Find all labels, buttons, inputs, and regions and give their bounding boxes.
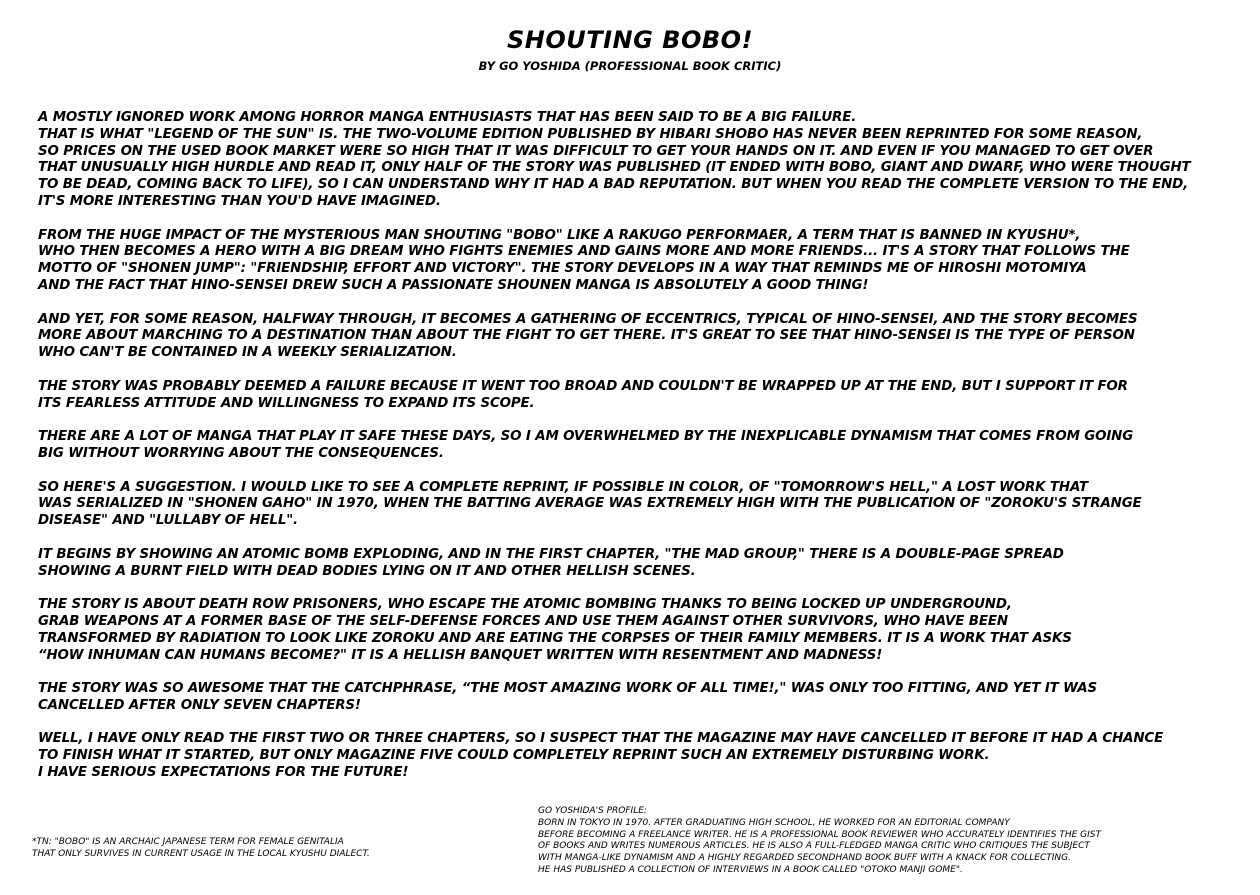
text-line: SHOWING A BURNT FIELD WITH DEAD BODIES LYING ON IT AND OTHER HELLISH SCENES. [38,563,696,579]
profile-line: WITH MANGA-LIKE DYNAMISM AND A HIGHLY REGARDED SECONDHAND BOOK BUFF WITH A KNACK FOR COLLECTING. [538,853,1071,864]
profile-heading: GO YOSHIDA'S PROFILE: [538,806,647,816]
profile-line: BEFORE BECOMING A FREELANCE WRITER. HE IS A PROFESSIONAL BOOK REVIEWER WHO ACCURATELY IDENTIFIES THE GIST [538,829,1101,840]
text-line: MORE ABOUT MARCHING TO A DESTINATION THAN ABOUT THE FIGHT TO GET THERE. IT'S GREAT TO SEE THAT HINO-SENSEI IS THE TYPE OF PERSON [38,328,1135,344]
text-line: WAS SERIALIZED IN "SHONEN GAHO" IN 1970, WHEN THE BATTING AVERAGE WAS EXTREMELY HIGH WITH THE PUBLICATION OF "ZOROKU'S STRANGE [38,496,1142,512]
article-body [38,110,1243,799]
text-line: SO HERE'S A SUGGESTION. I WOULD LIKE TO SEE A COMPLETE REPRINT, IF POSSIBLE IN COLOR, OF "TOMORROW'S HELL," A LOST WORK THAT [38,479,1088,495]
text-line: MOTTO OF "SHONEN JUMP": "FRIENDSHIP, EFFORT AND VICTORY". THE STORY DEVELOPS IN A WAY THAT REMINDS ME OF HIROSHI MOTOMIYA [38,261,1087,277]
profile-line: BORN IN TOKYO IN 1970. AFTER GRADUATING HIGH SCHOOL, HE WORKED FOR AN EDITORIAL COMPANY [538,817,1010,828]
text-line: DISEASE" AND "LULLABY OF HELL". [38,513,298,529]
text-line: BIG WITHOUT WORRYING ABOUT THE CONSEQUENCES. [38,445,444,461]
text-line: IT BEGINS BY SHOWING AN ATOMIC BOMB EXPLODING, AND IN THE FIRST CHAPTER, "THE MAD GROUP," THERE IS A DOUBLE-PAGE SPREAD [38,546,1064,562]
text-line: TO FINISH WHAT IT STARTED, BUT ONLY MAGAZINE FIVE COULD COMPLETELY REPRINT SUCH AN EXTREMELY DISTURBING WORK. [38,748,990,764]
paragraph-1 [38,110,1243,211]
paragraph-7 [38,547,1243,581]
text-line: THAT UNUSUALLY HIGH HURDLE AND READ IT, ONLY HALF OF THE STORY WAS PUBLISHED (IT ENDED WITH BOBO, GIANT AND DWARF, WHO WERE THOUGHT [38,160,1191,176]
footnote-line: *TN: "BOBO" IS AN ARCHAIC JAPANESE TERM FOR FEMALE GENITALIA [32,837,344,847]
paragraph-10 [38,731,1243,781]
text-line: I HAVE SERIOUS EXPECTATIONS FOR THE FUTURE! [38,765,409,781]
paragraph-6 [38,480,1243,530]
paragraph-8 [38,597,1243,664]
text-line: THE STORY WAS SO AWESOME THAT THE CATCHPHRASE, “THE MOST AMAZING WORK OF ALL TIME!," WAS ONLY TOO FITTING, AND YET IT WAS [38,681,1097,697]
article-title: SHOUTING BOBO! [506,26,754,54]
paragraph-3 [38,312,1243,362]
text-line: TRANSFORMED BY RADIATION TO LOOK LIKE ZOROKU AND ARE EATING THE CORPSES OF THEIR FAMILY MEMBERS. IT IS A WORK THAT ASKS [38,630,1072,646]
paragraph-4 [38,379,1243,413]
text-line: SO PRICES ON THE USED BOOK MARKET WERE SO HIGH THAT IT WAS DIFFICULT TO GET YOUR HANDS ON IT. AND EVEN IF YOU MANAGED TO GET OVER [38,143,1154,159]
text-line: THE STORY IS ABOUT DEATH ROW PRISONERS, WHO ESCAPE THE ATOMIC BOMBING THANKS TO BEING LOCKED UP UNDERGROUND, [38,597,1012,613]
author-profile [538,806,1101,877]
paragraph-2 [38,228,1243,295]
text-line: AND THE FACT THAT HINO-SENSEI DREW SUCH A PASSIONATE SHOUNEN MANGA IS ABSOLUTELY A GOOD THING! [38,277,869,293]
text-line: “HOW INHUMAN CAN HUMANS BECOME?" IT IS A HELLISH BANQUET WRITTEN WITH RESENTMENT AND MADNESS! [38,647,883,663]
text-line: WHO CAN'T BE CONTAINED IN A WEEKLY SERIALIZATION. [38,345,457,361]
footnote-line: THAT ONLY SURVIVES IN CURRENT USAGE IN THE LOCAL KYUSHU DIALECT. [32,849,370,859]
article-byline: BY GO YOSHIDA (PROFESSIONAL BOOK CRITIC) [478,59,782,73]
profile-line: OF BOOKS AND WRITES NUMEROUS ARTICLES. HE IS ALSO A FULL-FLEDGED MANGA CRITIC WHO CRITIQUES THE SUBJECT [538,841,1090,852]
text-line: FROM THE HUGE IMPACT OF THE MYSTERIOUS MAN SHOUTING "BOBO" LIKE A RAKUGO PERFORMAER, A TERM THAT IS BANNED IN KYUSHU*, [38,227,1081,243]
text-line: A MOSTLY IGNORED WORK AMONG HORROR MANGA ENTHUSIASTS THAT HAS BEEN SAID TO BE A BIG FAILURE. [38,110,857,125]
text-line: WHO THEN BECOMES A HERO WITH A BIG DREAM WHO FIGHTS ENEMIES AND GAINS MORE AND MORE FRIENDS... IT'S A STORY THAT FOLLOWS THE [38,244,1130,260]
paragraph-5 [38,429,1243,463]
text-line: CANCELLED AFTER ONLY SEVEN CHAPTERS! [38,697,361,713]
text-line: GRAB WEAPONS AT A FORMER BASE OF THE SELF-DEFENSE FORCES AND USE THEM AGAINST OTHER SURVIVORS, WHO HAVE BEEN [38,613,1008,629]
text-line: IT'S MORE INTERESTING THAN YOU'D HAVE IMAGINED. [38,193,441,209]
text-line: ITS FEARLESS ATTITUDE AND WILLINGNESS TO EXPAND ITS SCOPE. [38,395,535,411]
text-line: THAT IS WHAT "LEGEND OF THE SUN" IS. THE TWO-VOLUME EDITION PUBLISHED BY HIBARI SHOBO HAS NEVER BEEN REPRINTED FOR SOME REASON, [38,126,1143,142]
text-line: AND YET, FOR SOME REASON, HALFWAY THROUGH, IT BECOMES A GATHERING OF ECCENTRICS, TYPICAL OF HINO-SENSEI, AND THE STORY BECOMES [38,311,1138,327]
text-line: THERE ARE A LOT OF MANGA THAT PLAY IT SAFE THESE DAYS, SO I AM OVERWHELMED BY THE INEXPLICABLE DYNAMISM THAT COMES FROM GOING [38,429,1134,445]
paragraph-9 [38,681,1243,715]
text-line: WELL, I HAVE ONLY READ THE FIRST TWO OR THREE CHAPTERS, SO I SUSPECT THAT THE MAGAZINE MAY HAVE CANCELLED IT BEFORE IT HAD A CHANCE [38,731,1164,747]
translator-note [32,836,370,860]
text-line: THE STORY WAS PROBABLY DEEMED A FAILURE BECAUSE IT WENT TOO BROAD AND COULDN'T BE WRAPPED UP AT THE END, BUT I SUPPORT IT FOR [38,378,1128,394]
text-line: TO BE DEAD, COMING BACK TO LIFE), SO I CAN UNDERSTAND WHY IT HAD A BAD REPUTATION. BUT WHEN YOU READ THE COMPLETE VERSION TO THE END, [38,177,1189,193]
profile-line: HE HAS PUBLISHED A COLLECTION OF INTERVIEWS IN A BOOK CALLED "OTOKO MANJI GOME". [538,864,963,875]
